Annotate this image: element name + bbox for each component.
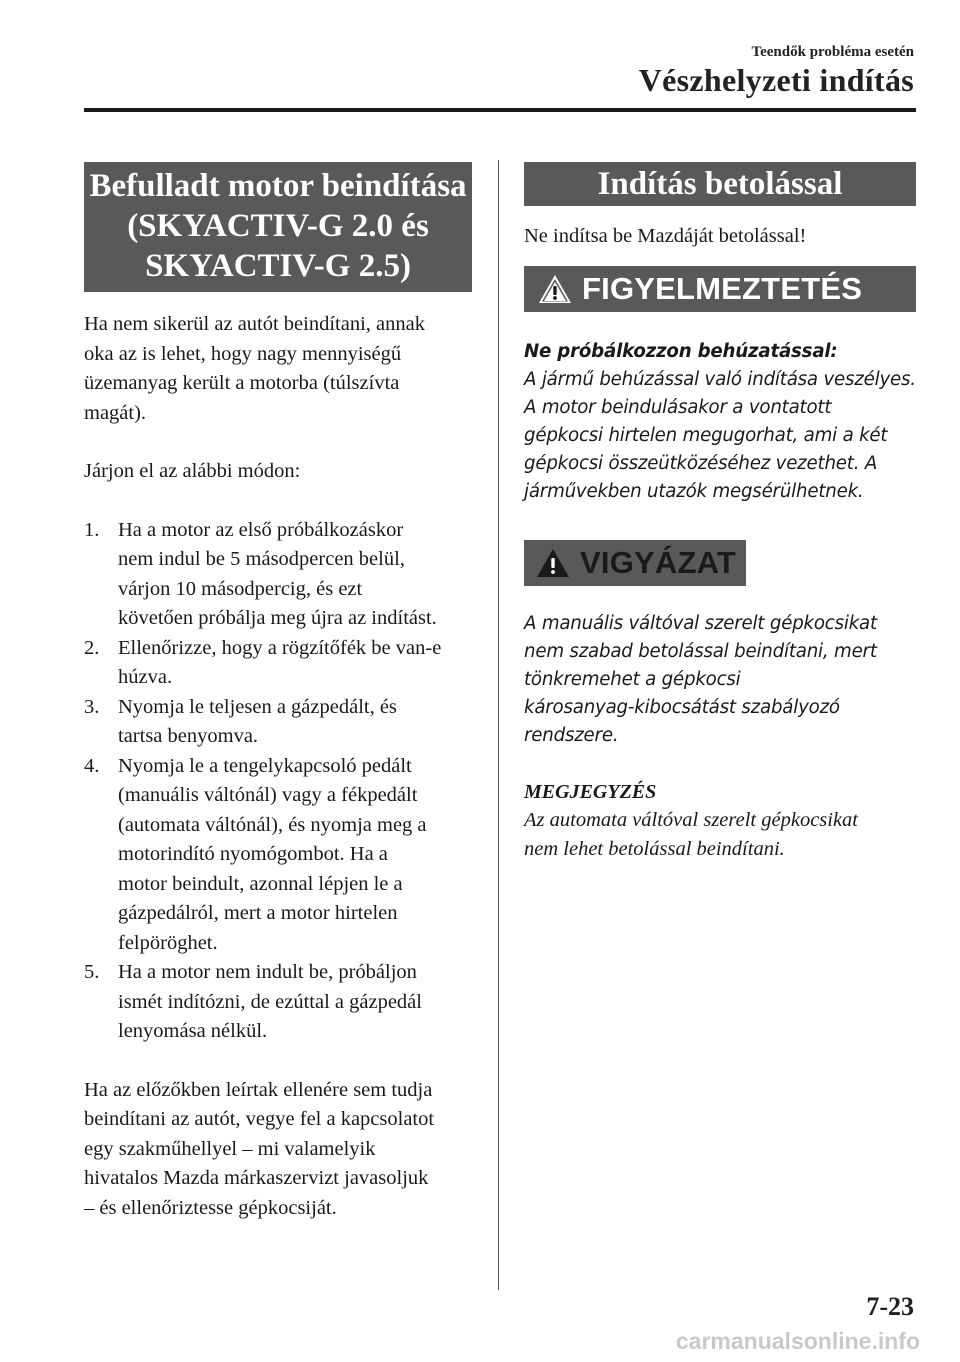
text-line: egy szakműhellyel – mi valamelyik bbox=[84, 1137, 376, 1160]
text-line: rendszere. bbox=[524, 724, 619, 746]
text-line: Ellenőrizze, hogy a rögzítőfék be van-e bbox=[118, 636, 442, 659]
intro-paragraph bbox=[84, 310, 472, 428]
heading-line: Befulladt motor beindítása bbox=[89, 168, 467, 204]
text-line: Ha nem sikerül az autót beindítani, annak bbox=[84, 313, 425, 335]
text-line: Az automata váltóval szerelt gépkocsikat bbox=[524, 808, 859, 831]
watermark: carmanualsonline.info bbox=[675, 1328, 920, 1354]
text-line: motor beindult, azonnal lépjen le a bbox=[118, 872, 403, 895]
step-number: 5. bbox=[84, 961, 100, 983]
text-line: beindítani az autót, vegye fel a kapcsolatot bbox=[84, 1108, 435, 1130]
section-label: Teendők probléma esetén bbox=[751, 44, 914, 60]
text-line: gépkocsi hirtelen megugorhat, ami a két bbox=[524, 424, 888, 446]
heading-line: (SKYACTIV-G 2.0 és bbox=[127, 208, 429, 244]
warning-title: Ne próbálkozzon behúzatással: bbox=[524, 340, 838, 362]
text-line: Ha a motor az első próbálkozáskor bbox=[118, 518, 404, 541]
lead-paragraph: Járjon el az alábbi módon: bbox=[84, 460, 301, 482]
step-number: 1. bbox=[84, 518, 100, 541]
text-line: nem lehet betolással beindítani. bbox=[524, 837, 785, 860]
caution-badge bbox=[524, 540, 746, 586]
warning-triangle-icon bbox=[536, 548, 570, 578]
text-line: ismét indítózni, de ezúttal a gázpedál bbox=[118, 990, 422, 1013]
list-item bbox=[84, 634, 472, 693]
text-line: követően próbálja meg újra az indítást. bbox=[118, 607, 437, 629]
text-line: motorindító nyomógombot. Ha a bbox=[118, 843, 388, 865]
warning-label: FIGYELMEZTETÉS bbox=[582, 270, 863, 306]
left-column bbox=[84, 162, 472, 1223]
text-line: Nyomja le a tengelykapcsoló pedált bbox=[118, 754, 412, 777]
push-start-intro: Ne indítsa be Mazdáját betolással! bbox=[524, 225, 807, 247]
steps-list bbox=[84, 516, 472, 1047]
caution-text bbox=[524, 610, 916, 750]
step-number: 4. bbox=[84, 754, 100, 777]
step-number: 3. bbox=[84, 695, 100, 718]
caution-label: VIGYÁZAT bbox=[580, 544, 737, 580]
column-divider bbox=[498, 160, 499, 1290]
text-line: hivatalos Mazda márkaszervizt javasoljuk bbox=[84, 1167, 429, 1189]
text-line: Ha az előzőkben leírtak ellenére sem tudja bbox=[84, 1078, 433, 1101]
text-line: felpöröghet. bbox=[118, 931, 218, 954]
note-label: MEGJEGYZÉS bbox=[524, 780, 657, 803]
list-item bbox=[84, 693, 472, 752]
header-rule bbox=[84, 108, 916, 112]
text-line: nem szabad betolással beindítani, mert bbox=[524, 640, 877, 662]
section-heading-flooded-engine bbox=[84, 162, 472, 292]
warning-text bbox=[524, 366, 916, 506]
text-line: oka az is lehet, hogy nagy mennyiségű bbox=[84, 342, 402, 365]
text-line: tartsa benyomva. bbox=[118, 725, 259, 747]
note-text bbox=[524, 806, 916, 864]
warning-triangle-icon bbox=[538, 274, 572, 304]
text-line: gázpedálról, mert a motor hirtelen bbox=[118, 902, 398, 924]
text-line: járművekben utazók megsérülhetnek. bbox=[524, 480, 864, 502]
right-column bbox=[524, 162, 916, 864]
text-line: A motor beindulásakor a vontatott bbox=[524, 396, 832, 418]
text-line: Ha a motor nem indult be, próbáljon bbox=[118, 961, 417, 983]
text-line: (manuális váltónál) vagy a fékpedált bbox=[118, 784, 418, 806]
text-line: várjon 10 másodpercig, és ezt bbox=[118, 577, 363, 600]
text-line: (automata váltónál), és nyomja meg a bbox=[118, 813, 427, 836]
text-line: A manuális váltóval szerelt gépkocsikat bbox=[524, 612, 877, 634]
closing-paragraph bbox=[84, 1076, 472, 1224]
section-heading-push-start: Indítás betolással bbox=[524, 162, 916, 206]
warning-badge bbox=[524, 266, 916, 312]
list-item bbox=[84, 516, 472, 634]
text-line: nem indul be 5 másodpercen belül, bbox=[118, 548, 405, 570]
page-number: 7-23 bbox=[866, 1292, 914, 1321]
text-line: károsanyag-kibocsátást szabályozó bbox=[524, 696, 840, 718]
text-line: üzemanyag került a motorba (túlszívta bbox=[84, 372, 400, 394]
list-item bbox=[84, 958, 472, 1047]
chapter-title: Vészhelyzeti indítás bbox=[638, 62, 914, 98]
list-item bbox=[84, 752, 472, 959]
text-line: – és ellenőriztesse gépkocsiját. bbox=[84, 1196, 337, 1219]
text-line: Nyomja le teljesen a gázpedált, és bbox=[118, 695, 397, 718]
heading-line: SKYACTIV-G 2.5) bbox=[145, 248, 411, 284]
text-line: gépkocsi összeütközéséhez vezethet. A bbox=[524, 452, 878, 474]
text-line: húzva. bbox=[118, 666, 173, 688]
text-line: A jármű behúzással való indítása veszélyes. bbox=[524, 368, 916, 390]
text-line: tönkremehet a gépkocsi bbox=[524, 668, 741, 690]
text-line: lenyomása nélkül. bbox=[118, 1020, 268, 1042]
text-line: magát). bbox=[84, 401, 147, 424]
step-number: 2. bbox=[84, 636, 100, 659]
